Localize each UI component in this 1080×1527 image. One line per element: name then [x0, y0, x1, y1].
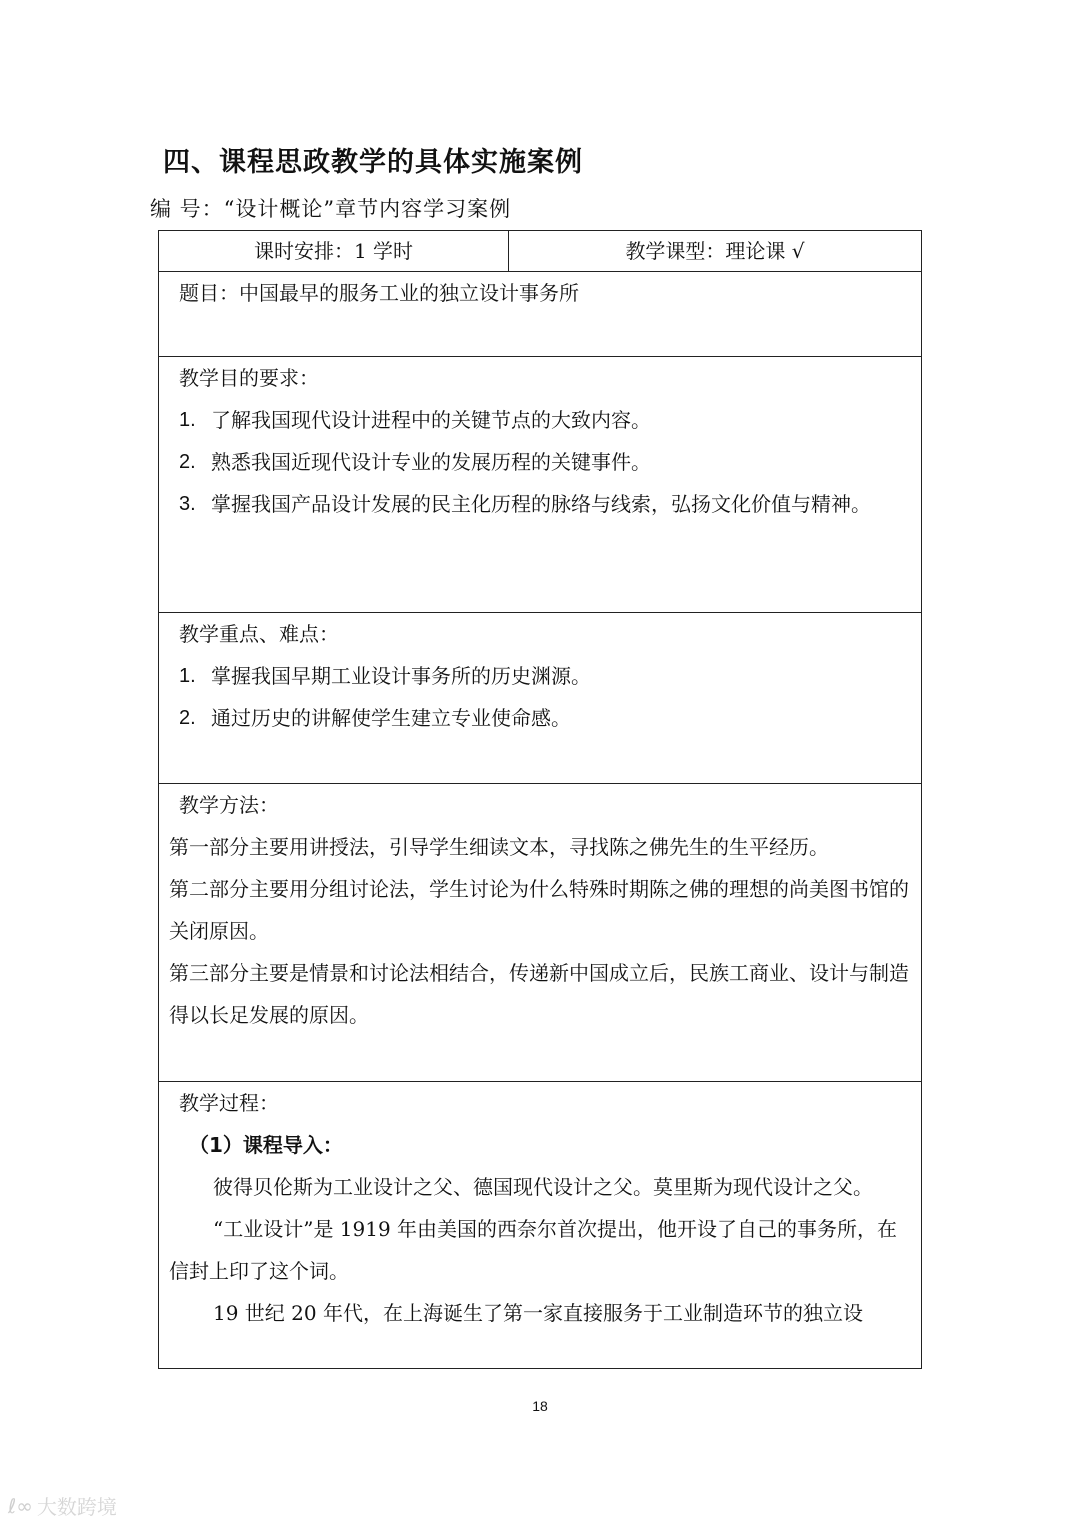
process-subheading: （1）课程导入：: [189, 1133, 343, 1157]
watermark-logo-icon: ℓ∞: [8, 1493, 33, 1518]
key-points-cell: [159, 613, 922, 784]
item-text: 了解我国现代设计进程中的关键节点的大致内容。: [211, 408, 651, 432]
watermark: [8, 1491, 117, 1520]
key-points-label: 教学重点、难点：: [179, 622, 339, 646]
list-item: [179, 483, 911, 525]
objectives-row: [159, 357, 922, 613]
watermark-text: 大数跨境: [36, 1495, 117, 1519]
methods-paragraph: 第三部分主要是情景和讨论法相结合，传递新中国成立后，民族工商业、设计与制造得以长足发展的原因。: [169, 961, 909, 1027]
process-paragraph: “工业设计”是 1919 年由美国的西奈尔首次提出，他开设了自己的事务所，在信封上印了这个词。: [169, 1217, 898, 1283]
lesson-type-cell: 教学课型：理论课 √: [509, 231, 922, 272]
process-paragraph: 19 世纪 20 年代，在上海诞生了第一家直接服务于工业制造环节的独立设: [213, 1301, 863, 1325]
methods-label: 教学方法：: [179, 793, 279, 817]
item-number: 3.: [179, 493, 196, 515]
item-text: 掌握我国产品设计发展的民主化历程的脉络与线索，弘扬文化价值与精神。: [211, 492, 871, 516]
process-cell: [159, 1082, 922, 1369]
item-number: 1.: [179, 409, 196, 431]
methods-paragraph: 第二部分主要用分组讨论法，学生讨论为什么特殊时期陈之佛的理想的尚美图书馆的关闭原因。: [169, 877, 909, 943]
process-paragraph: 彼得贝伦斯为工业设计之父、德国现代设计之父。莫里斯为现代设计之父。: [213, 1175, 873, 1199]
item-number: 2.: [179, 451, 196, 473]
objectives-cell: [159, 357, 922, 613]
methods-cell: [159, 784, 922, 1082]
case-table: [158, 230, 922, 1369]
list-item: [179, 399, 911, 441]
item-text: 熟悉我国近现代设计专业的发展历程的关键事件。: [211, 450, 651, 474]
key-points-row: [159, 613, 922, 784]
page-number: 18: [532, 1398, 548, 1414]
process-row: [159, 1082, 922, 1369]
list-item: [179, 655, 911, 697]
item-text: 掌握我国早期工业设计事务所的历史渊源。: [211, 664, 591, 688]
key-points-list: [179, 655, 911, 739]
list-item: [179, 697, 911, 739]
list-item: [179, 441, 911, 483]
item-number: 1.: [179, 665, 196, 687]
item-text: 通过历史的讲解使学生建立专业使命感。: [211, 706, 571, 730]
item-number: 2.: [179, 707, 196, 729]
hours-cell: 课时安排：1 学时: [159, 231, 509, 272]
topic-row: [159, 272, 922, 357]
case-number: 编 号：“设计概论”章节内容学习案例: [150, 197, 512, 221]
topic-text: 题目：中国最早的服务工业的独立设计事务所: [179, 281, 579, 305]
header-row: [159, 231, 922, 272]
page-title: 四、课程思政教学的具体实施案例: [163, 147, 583, 178]
topic-cell: [159, 272, 922, 357]
methods-row: [159, 784, 922, 1082]
methods-paragraph: 第一部分主要用讲授法，引导学生细读文本，寻找陈之佛先生的生平经历。: [169, 835, 829, 859]
objectives-label: 教学目的要求：: [179, 366, 319, 390]
process-label: 教学过程：: [179, 1091, 279, 1115]
objectives-list: [179, 399, 911, 525]
